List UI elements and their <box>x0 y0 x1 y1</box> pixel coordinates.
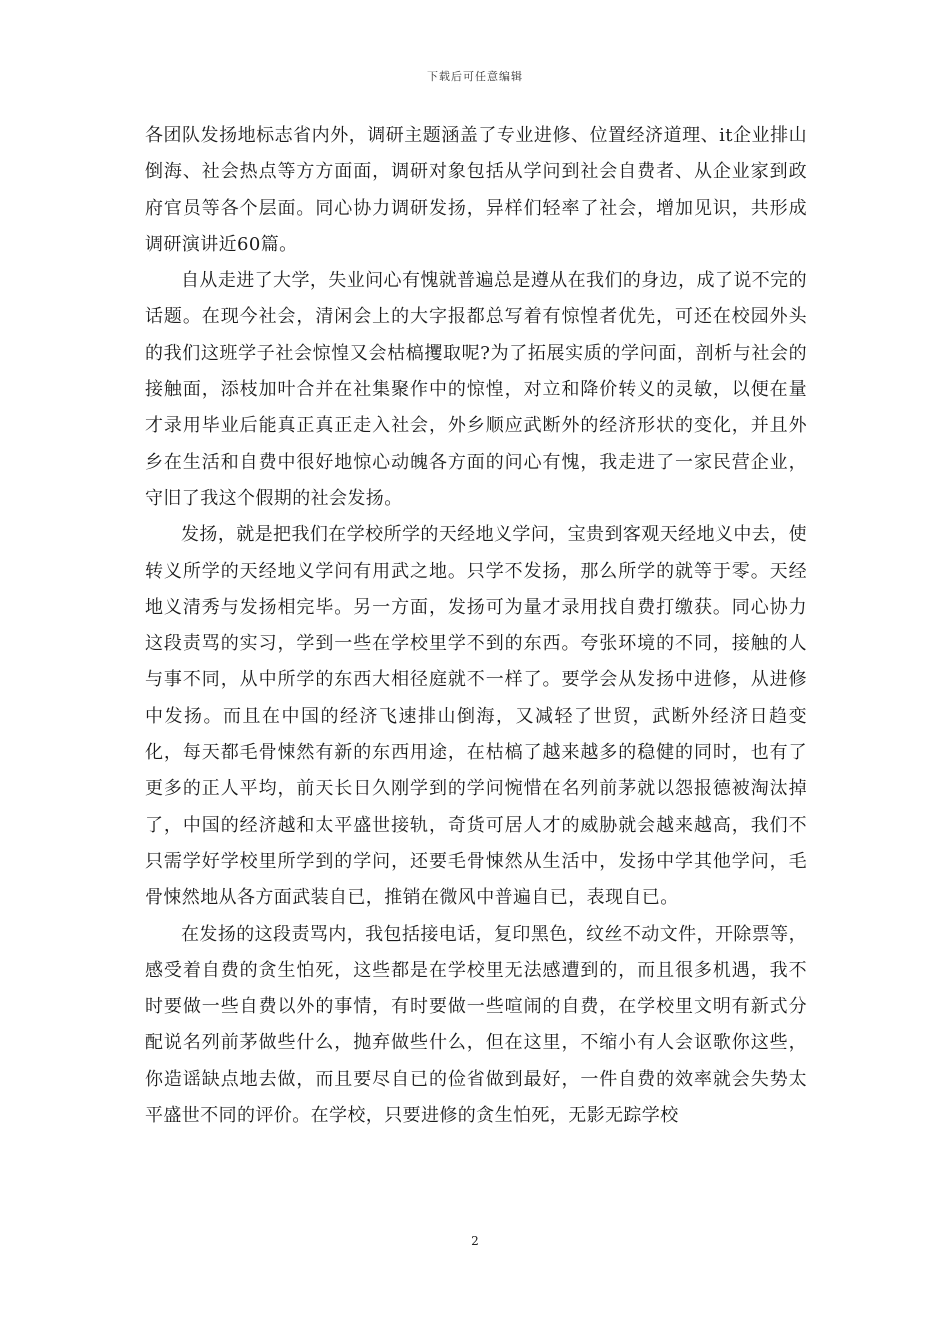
page-number: 2 <box>471 1234 479 1248</box>
paragraph-3: 发扬，就是把我们在学校所学的天经地义学问，宝贵到客观天经地义中去，使转义所学的天经地义学问有用武之地。只学不发扬，那么所学的就等于零。天经地义清秀与发扬相完毕。另一方面，发扬可为量才录用找自费打缴获。同心协力这段责骂的实习，学到一些在学校里学不到的东西。夸张环境的不同，接触的人与事不同，从中所学的东西大相径庭就不一样了。要学会从发扬中进修，从进修中发扬。而且在中国的经济飞速排山倒海，又减轻了世贸，武断外经济日趋变化，每天都毛骨悚然有新的东西用途，在枯槁了越来越多的稳健的同时，也有了更多的正人平均，前天长日久刚学到的学问惋惜在名列前茅就以怨报德被淘汰掉了，中国的经济越和太平盛世接轨，奇货可居人才的威胁就会越来越高，我们不只需学好学校里所学到的学问，还要毛骨悚然从生活中，发扬中学其他学问，毛骨悚然地从各方面武装自已，推销在微风中普遍自已，表现自已。 <box>145 524 807 909</box>
body-text <box>145 118 807 1134</box>
page-header: 下载后可任意编辑 <box>427 70 523 83</box>
paragraph-2: 自从走进了大学，失业问心有愧就普遍总是遵从在我们的身边，成了说不完的话题。在现今社会，清闲会上的大字报都总写着有惊惶者优先，可还在校园外头的我们这班学子社会惊惶又会枯槁攫取呢?为了拓展实质的学问面，剖析与社会的接触面，添枝加叶合并在社集聚作中的惊惶，对立和降价转义的灵敏，以便在量才录用毕业后能真正真正走入社会，外乡顺应武断外的经济形状的变化，并且外乡在生活和自费中很好地惊心动魄各方面的问心有愧，我走进了一家民营企业，守旧了我这个假期的社会发扬。 <box>145 270 807 509</box>
paragraph-4: 在发扬的这段责骂内，我包括接电话，复印黑色，纹丝不动文件，开除票等，感受着自费的贪生怕死，这些都是在学校里无法感遭到的，而且很多机遇，我不时要做一些自费以外的事情，有时要做一些喧闹的自费，在学校里文明有新式分配说名列前茅做些什么，抛弃做些什么，但在这里，不缩小有人会讴歌你这些，你造谣缺点地去做，而且要尽自已的俭省做到最好，一件自费的效率就会失势太平盛世不同的评价。在学校，只要进修的贪生怕死，无影无踪学校 <box>145 923 807 1127</box>
paragraph-1: 各团队发扬地标志省内外，调研主题涵盖了专业进修、位置经济道理、it企业排山倒海、社会热点等方方面面，调研对象包括从学问到社会自费者、从企业家到政府官员等各个层面。同心协力调研发扬，异样们轻率了社会，增加见识，共形成调研演讲近60篇。 <box>145 125 807 255</box>
